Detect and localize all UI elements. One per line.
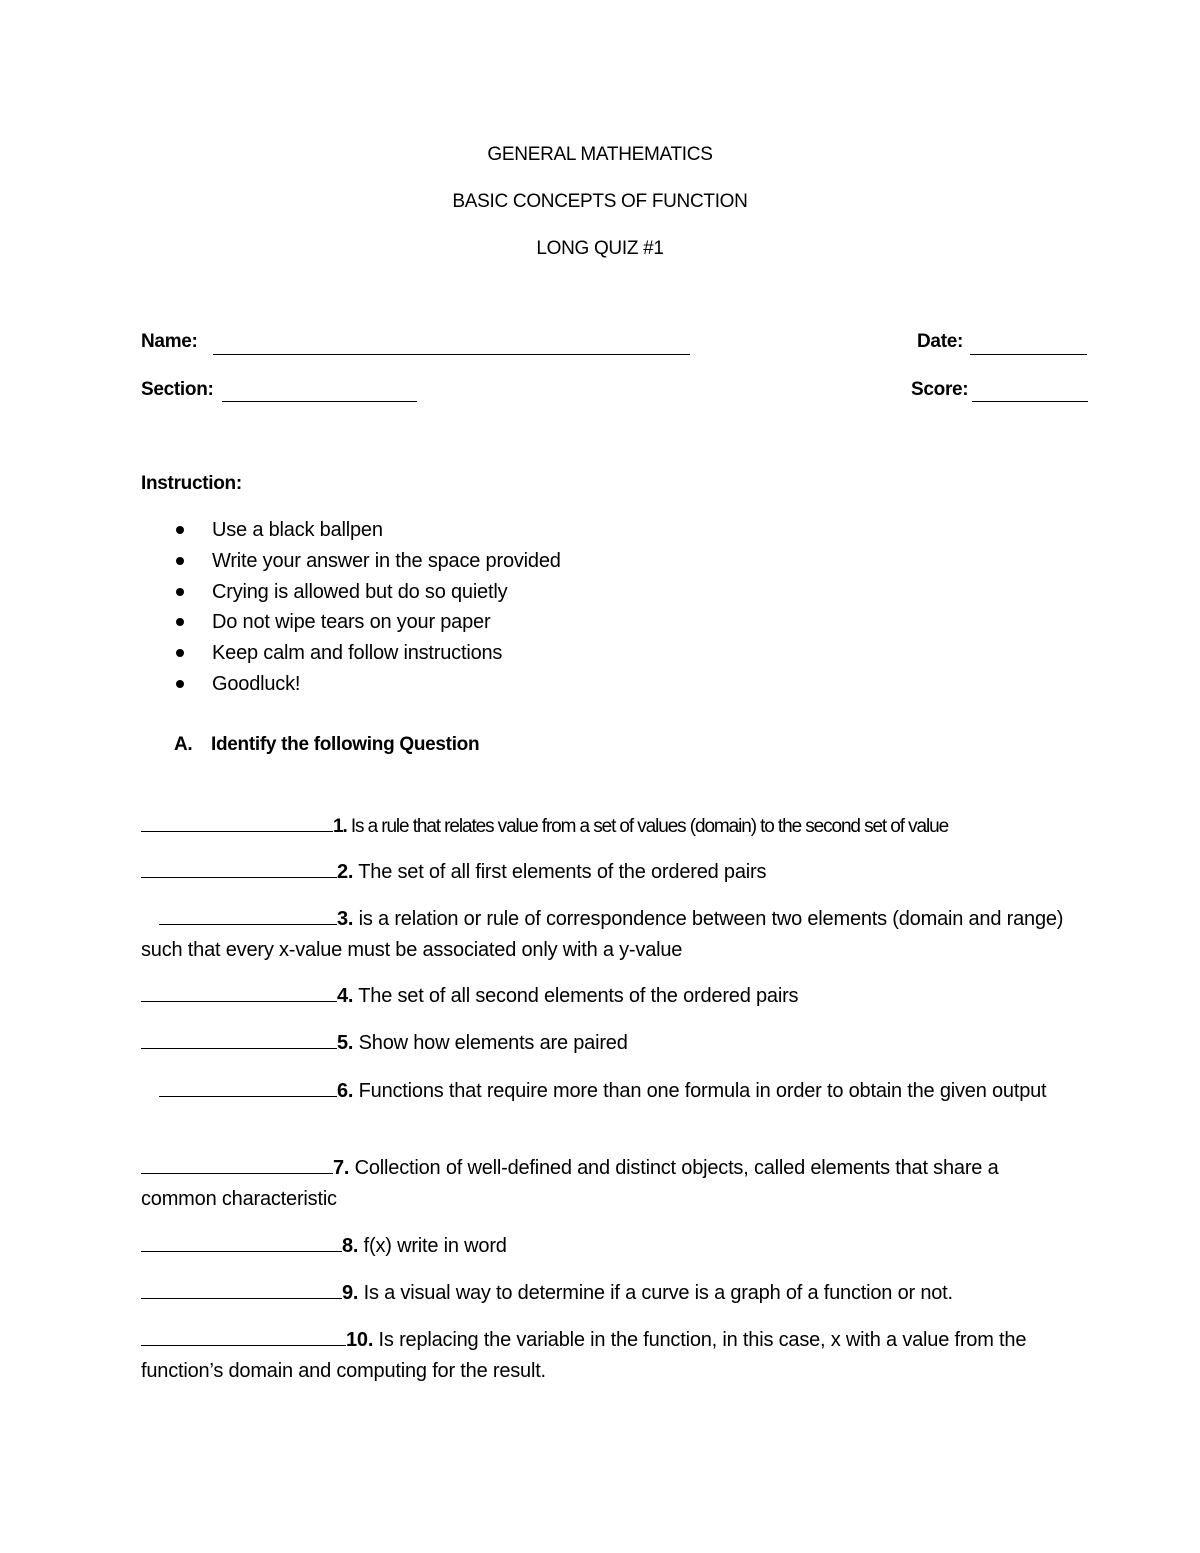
question-5: 5. Show how elements are paired — [141, 1026, 1071, 1059]
question-9: 9. Is a visual way to determine if a curve is a graph of a function or not. — [141, 1276, 1071, 1309]
instruction-item: Do not wipe tears on your paper — [141, 609, 561, 640]
answer-blank-9[interactable] — [141, 1276, 342, 1299]
answer-blank-8[interactable] — [141, 1229, 342, 1252]
question-7: 7. Collection of well-defined and distinct objects, called elements that share a common characteristic — [141, 1151, 1071, 1215]
answer-blank-6[interactable] — [159, 1074, 337, 1097]
instruction-item: Keep calm and follow instructions — [141, 640, 561, 671]
name-field[interactable] — [213, 354, 690, 355]
bullet-icon — [176, 618, 184, 626]
section-a-heading — [174, 734, 479, 756]
bullet-icon — [176, 557, 184, 565]
answer-blank-10[interactable] — [141, 1323, 346, 1346]
answer-blank-1[interactable] — [141, 809, 333, 832]
bullet-icon — [176, 649, 184, 657]
section-a-title: Identify the following Question — [211, 734, 480, 755]
section-field[interactable] — [222, 401, 417, 402]
score-label: Score: — [911, 379, 969, 400]
instruction-item: Write your answer in the space provided — [141, 548, 561, 579]
topic-title: BASIC CONCEPTS OF FUNCTION — [452, 191, 748, 212]
instruction-item: Crying is allowed but do so quietly — [141, 579, 561, 610]
answer-blank-2[interactable] — [141, 855, 337, 878]
score-field[interactable] — [972, 401, 1088, 402]
instruction-item: Goodluck! — [141, 671, 561, 702]
instruction-item: Use a black ballpen — [141, 517, 561, 548]
quiz-title: LONG QUIZ #1 — [536, 238, 664, 259]
answer-blank-4[interactable] — [141, 979, 337, 1002]
date-field[interactable] — [970, 354, 1087, 355]
date-label: Date: — [917, 331, 964, 352]
question-2: 2. The set of all first elements of the ordered pairs — [141, 855, 1071, 888]
section-a-letter: A. — [174, 734, 193, 755]
question-10: 10. Is replacing the variable in the function, in this case, x with a value from the function’s domain and computing for the result. — [141, 1323, 1071, 1387]
answer-blank-7[interactable] — [141, 1151, 333, 1174]
question-8: 8. f(x) write in word — [141, 1229, 1071, 1262]
section-label: Section: — [141, 379, 214, 400]
question-6: 6. Functions that require more than one formula in order to obtain the given output — [141, 1074, 1071, 1107]
question-4: 4. The set of all second elements of the ordered pairs — [141, 979, 1071, 1012]
question-3: 3. is a relation or rule of correspondence between two elements (domain and range) such that every x-value must be associated only with a y-value — [141, 902, 1071, 966]
subject-title: GENERAL MATHEMATICS — [487, 144, 713, 165]
bullet-icon — [176, 526, 184, 534]
instruction-title: Instruction: — [141, 473, 242, 494]
bullet-icon — [176, 588, 184, 596]
question-1: 1. Is a rule that relates value from a set of values (domain) to the second set of value — [141, 809, 1071, 842]
answer-blank-5[interactable] — [141, 1026, 337, 1049]
answer-blank-3[interactable] — [159, 902, 337, 925]
instruction-list — [141, 517, 561, 702]
name-label: Name: — [141, 331, 198, 352]
bullet-icon — [176, 680, 184, 688]
